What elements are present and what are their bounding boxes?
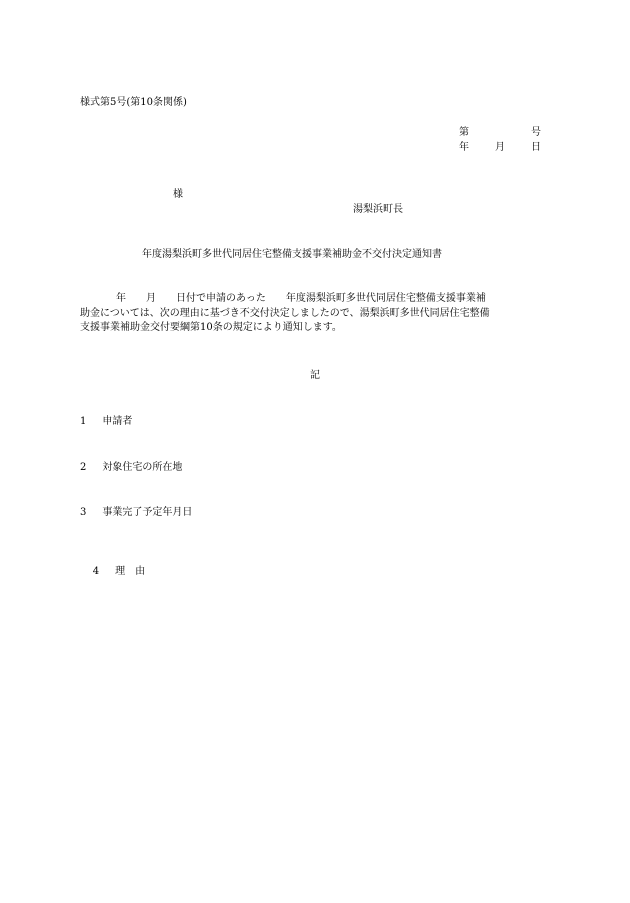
- item-number: 2: [80, 462, 87, 473]
- number-dai: 第: [459, 127, 469, 138]
- date-year: 年: [459, 142, 469, 153]
- date-day: 日: [531, 142, 541, 153]
- list-item: [80, 461, 182, 474]
- item-label: 理 由: [115, 566, 146, 577]
- item-label: 申請者: [102, 416, 133, 427]
- form-label: 様式第5号(第10条関係): [80, 97, 187, 108]
- body-line-2: 助金については、次の理由に基づき不交付決定しましたので、湯梨浜町多世代同居住宅整備: [80, 307, 490, 319]
- ki-heading: 記: [310, 370, 320, 381]
- list-item: [80, 415, 132, 428]
- date-month: 月: [495, 142, 505, 153]
- number-go: 号: [531, 127, 541, 138]
- list-item: [80, 506, 192, 519]
- item-label: 対象住宅の所在地: [102, 462, 183, 473]
- body-paragraph: [80, 292, 550, 336]
- list-item: [80, 552, 145, 591]
- item-number: 3: [80, 507, 87, 518]
- body-line-1: 年 月 日付で申請のあった 年度湯梨浜町多世代同居住宅整備支援事業補: [116, 293, 486, 304]
- document-title: 年度湯梨浜町多世代同居住宅整備支援事業補助金不交付決定通知書: [142, 249, 442, 260]
- item-number: 1: [80, 416, 87, 427]
- sender: 湯梨浜町長: [353, 204, 403, 215]
- body-line-3: 支援事業補助金交付要綱第10条の規定により通知します。: [80, 322, 342, 333]
- item-label: 事業完了予定年月日: [102, 507, 193, 518]
- item-number: 4: [92, 566, 100, 577]
- addressee-sama: 様: [173, 189, 183, 200]
